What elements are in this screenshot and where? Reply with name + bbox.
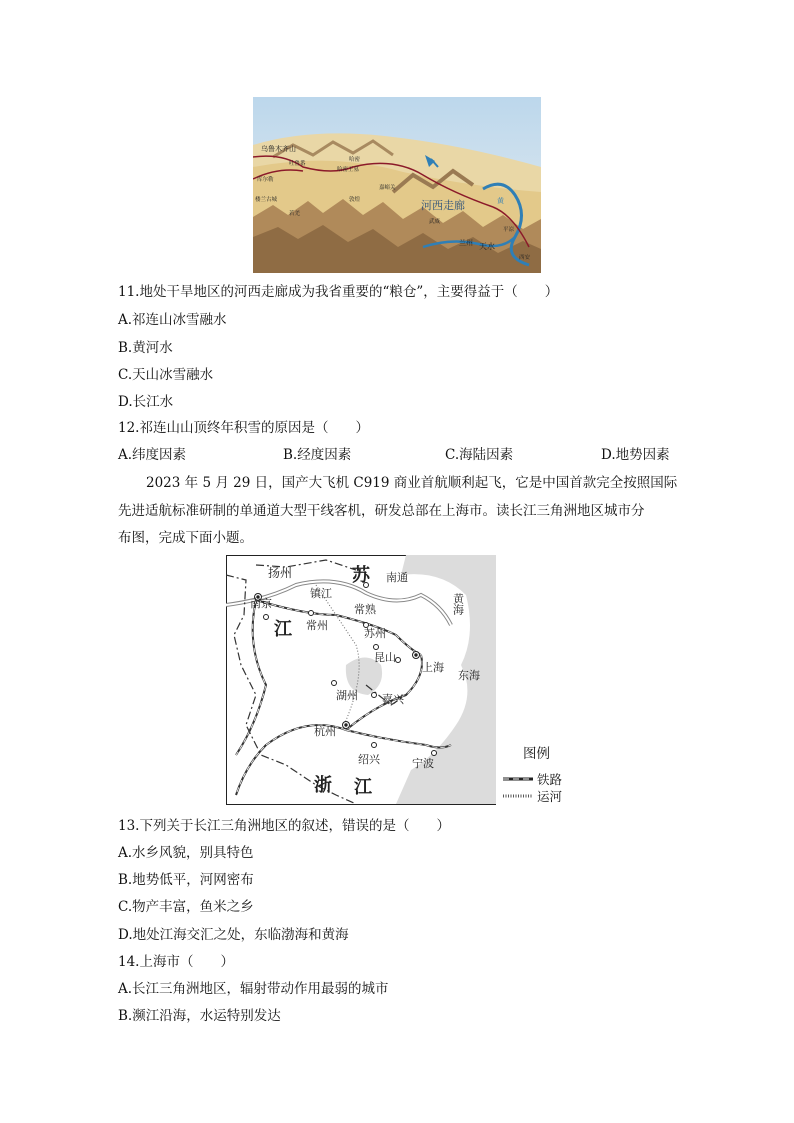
q14-option-a[interactable]: A.长江三角洲地区，辐射带动作用最弱的城市 xyxy=(118,981,389,997)
label-jiang-2: 江 xyxy=(354,777,372,798)
q11-option-d[interactable]: D.长江水 xyxy=(118,394,174,410)
label-pingliang: 平凉 xyxy=(503,227,515,233)
label-nanjing: 南京 xyxy=(250,597,272,610)
label-hexi-corridor: 河西走廊 xyxy=(421,199,465,212)
label-jiang: 江 xyxy=(274,619,292,640)
label-loulan: 楼兰古城 xyxy=(255,197,278,203)
label-kumul-king: 哈密王墓 xyxy=(337,167,360,173)
label-lanzhou: 兰州 xyxy=(459,239,473,247)
q11-option-a[interactable]: A.祁连山冰雪融水 xyxy=(118,312,227,328)
q12-option-b[interactable]: B.经度因素 xyxy=(283,447,352,463)
hexi-corridor-map xyxy=(253,97,541,273)
canal-symbol-icon xyxy=(503,792,533,800)
label-jiayuguan: 嘉峪关 xyxy=(379,185,396,191)
passage-line-2: 先进适航标准研制的单通道大型干线客机，研发总部在上海市。读长江三角洲地区城市分 xyxy=(118,503,645,519)
q13-option-d[interactable]: D.地处江海交汇之处，东临渤海和黄海 xyxy=(118,927,349,943)
q12-option-c[interactable]: C.海陆因素 xyxy=(445,447,514,463)
label-jiaxing: 嘉兴 xyxy=(382,693,404,706)
label-huzhou: 湖州 xyxy=(336,689,358,702)
label-ningbo: 宁波 xyxy=(412,757,434,770)
label-hangzhou: 杭州 xyxy=(314,725,336,738)
label-nantong: 南通 xyxy=(386,571,408,584)
legend-canal: 运河 xyxy=(537,788,563,804)
label-wuwei: 武威 xyxy=(429,219,441,225)
label-urumqi: 乌鲁木齐 xyxy=(261,145,289,153)
label-huang: 黄 xyxy=(497,197,504,205)
legend-title: 图例 xyxy=(523,746,550,762)
q11-option-c[interactable]: C.天山冰雪融水 xyxy=(118,367,214,383)
label-kunshan: 昆山 xyxy=(374,651,396,664)
label-zhe: 浙 xyxy=(314,775,332,796)
q14-stem: 14.上海市（ ） xyxy=(118,954,234,970)
label-shanghai: 上海 xyxy=(422,661,444,674)
yangtze-delta-map xyxy=(226,555,496,805)
q11-stem: 11.地处干旱地区的河西走廊成为我省重要的“粮仓”，主要得益于（ ） xyxy=(118,284,559,300)
label-tianshui: 天水 xyxy=(479,242,495,251)
legend-railway: 铁路 xyxy=(537,771,563,787)
q13-option-b[interactable]: B.地势低平，河网密布 xyxy=(118,872,254,888)
passage-line-3: 布图，完成下面小题。 xyxy=(118,530,253,546)
label-huanghai: 黄海 xyxy=(451,593,465,615)
q12-option-d[interactable]: D.地势因素 xyxy=(601,447,670,463)
q11-option-b[interactable]: B.黄河水 xyxy=(118,340,173,356)
railway-symbol-icon xyxy=(503,775,533,783)
q12-option-a[interactable]: A.纬度因素 xyxy=(118,447,187,463)
q14-option-b[interactable]: B.濒江沿海，水运特别发达 xyxy=(118,1008,281,1024)
label-korla: 库尔勒 xyxy=(257,177,274,183)
label-donghai: 东海 xyxy=(458,669,480,682)
map-legend xyxy=(503,742,562,804)
label-changshu: 常熟 xyxy=(354,603,376,616)
label-suzhou: 苏州 xyxy=(364,627,386,640)
label-shaoxing: 绍兴 xyxy=(358,753,380,766)
label-yangzhou: 扬州 xyxy=(268,566,293,580)
label-ruoqiang: 若羌 xyxy=(289,211,301,217)
label-su: 苏 xyxy=(352,565,370,586)
label-zhenjiang: 镇江 xyxy=(310,587,332,600)
label-dunhuang: 敦煌 xyxy=(349,197,361,203)
q13-option-c[interactable]: C.物产丰富，鱼米之乡 xyxy=(118,899,254,915)
q12-stem: 12.祁连山山顶终年积雪的原因是（ ） xyxy=(118,420,369,436)
passage-line-1: 2023 年 5 月 29 日，国产大飞机 C919 商业首航顺利起飞，它是中国首款完全按照国际 xyxy=(146,475,678,491)
label-shan: 山 xyxy=(289,145,296,153)
label-changzhou: 常州 xyxy=(306,619,328,632)
q13-stem: 13.下列关于长江三角洲地区的叙述，错误的是（ ） xyxy=(118,818,450,834)
label-kumul: 哈密 xyxy=(349,157,361,163)
q13-option-a[interactable]: A.水乡风貌，别具特色 xyxy=(118,845,254,861)
label-turpan: 吐鲁番 xyxy=(289,161,306,167)
label-xian: 西安 xyxy=(519,255,531,261)
